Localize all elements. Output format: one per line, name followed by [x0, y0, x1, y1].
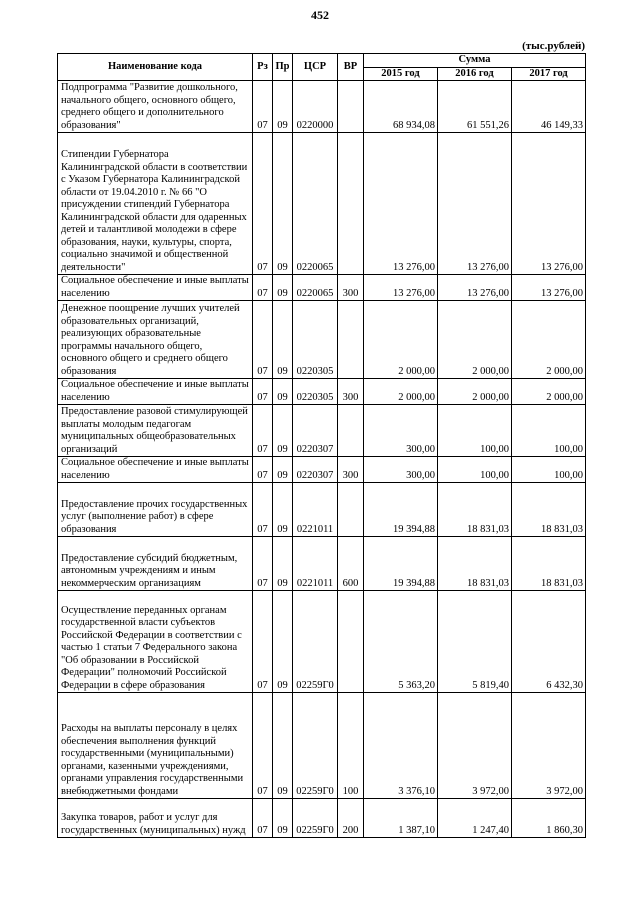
csr-cell: 0220305 — [293, 379, 338, 405]
header-vr: ВР — [338, 54, 364, 81]
table-row — [58, 81, 586, 133]
csr-cell: 02259Г0 — [293, 799, 338, 838]
vr-cell — [338, 301, 364, 379]
sum-2016-cell: 1 247,40 — [438, 799, 512, 838]
vr-cell — [338, 591, 364, 693]
name-cell: Предоставление разовой стимулирующей выплаты молодым педагогам муниципальных общеобразовательных организаций — [58, 405, 253, 457]
name-cell: Предоставление субсидий бюджетным, автономным учреждениям и иным некоммерческим организациям — [58, 537, 253, 591]
name-cell: Денежное поощрение лучших учителей образовательных организаций, реализующих образовательные программы начального общего, основного общего и среднего общего образования — [58, 301, 253, 379]
pr-cell: 09 — [273, 301, 293, 379]
units-label: (тыс.рублей) — [522, 40, 585, 52]
sum-2017-cell: 6 432,30 — [512, 591, 586, 693]
sum-2017-cell: 2 000,00 — [512, 301, 586, 379]
rz-cell: 07 — [253, 301, 273, 379]
name-cell: Социальное обеспечение и иные выплаты населению — [58, 275, 253, 301]
vr-cell: 200 — [338, 799, 364, 838]
table-row — [58, 457, 586, 483]
sum-2016-cell: 100,00 — [438, 405, 512, 457]
csr-cell: 0221011 — [293, 483, 338, 537]
sum-2017-cell: 2 000,00 — [512, 379, 586, 405]
pr-cell: 09 — [273, 693, 293, 799]
vr-cell: 300 — [338, 379, 364, 405]
sum-2015-cell: 300,00 — [364, 457, 438, 483]
sum-2016-cell: 100,00 — [438, 457, 512, 483]
vr-cell — [338, 133, 364, 275]
pr-cell: 09 — [273, 483, 293, 537]
header-2015: 2015 год — [364, 67, 438, 81]
pr-cell: 09 — [273, 379, 293, 405]
sum-2016-cell: 3 972,00 — [438, 693, 512, 799]
sum-2017-cell: 3 972,00 — [512, 693, 586, 799]
header-2017: 2017 год — [512, 67, 586, 81]
header-pr: Пр — [273, 54, 293, 81]
pr-cell: 09 — [273, 81, 293, 133]
rz-cell: 07 — [253, 405, 273, 457]
sum-2017-cell: 13 276,00 — [512, 133, 586, 275]
sum-2016-cell: 18 831,03 — [438, 483, 512, 537]
csr-cell: 0220065 — [293, 133, 338, 275]
csr-cell: 02259Г0 — [293, 591, 338, 693]
csr-cell: 0220305 — [293, 301, 338, 379]
csr-cell: 0221011 — [293, 537, 338, 591]
name-cell: Закупка товаров, работ и услуг для государственных (муниципальных) нужд — [58, 799, 253, 838]
sum-2017-cell: 46 149,33 — [512, 81, 586, 133]
rz-cell: 07 — [253, 81, 273, 133]
sum-2016-cell: 13 276,00 — [438, 275, 512, 301]
rz-cell: 07 — [253, 591, 273, 693]
sum-2015-cell: 13 276,00 — [364, 275, 438, 301]
sum-2017-cell: 100,00 — [512, 405, 586, 457]
sum-2015-cell: 300,00 — [364, 405, 438, 457]
sum-2015-cell: 68 934,08 — [364, 81, 438, 133]
budget-table — [57, 53, 586, 838]
rz-cell: 07 — [253, 457, 273, 483]
table-row — [58, 405, 586, 457]
sum-2016-cell: 13 276,00 — [438, 133, 512, 275]
name-cell: Подпрограмма "Развитие дошкольного, начального общего, основного общего, среднего общего и дополнительного образования" — [58, 81, 253, 133]
vr-cell — [338, 483, 364, 537]
table-row — [58, 591, 586, 693]
csr-cell: 0220065 — [293, 275, 338, 301]
rz-cell: 07 — [253, 483, 273, 537]
sum-2015-cell: 1 387,10 — [364, 799, 438, 838]
sum-2017-cell: 13 276,00 — [512, 275, 586, 301]
page-number: 452 — [311, 8, 329, 22]
name-cell: Предоставление прочих государственных услуг (выполнение работ) в сфере образования — [58, 483, 253, 537]
sum-2015-cell: 5 363,20 — [364, 591, 438, 693]
name-cell: Социальное обеспечение и иные выплаты населению — [58, 379, 253, 405]
vr-cell: 300 — [338, 275, 364, 301]
table-row — [58, 537, 586, 591]
table-row — [58, 379, 586, 405]
rz-cell: 07 — [253, 133, 273, 275]
name-cell: Расходы на выплаты персоналу в целях обеспечения выполнения функций государственными (муниципальными) органами, казенными учреждениями, органами управления государственными внебюджетными фондами — [58, 693, 253, 799]
rz-cell: 07 — [253, 275, 273, 301]
sum-2015-cell: 2 000,00 — [364, 301, 438, 379]
table-row — [58, 275, 586, 301]
name-cell: Стипендии Губернатора Калининградской области в соответствии с Указом Губернатора Калининградской области от 19.04.2010 г. № 66 "О присуждении стипендий Губернатора Калининградской области для одаренных детей и талантливой молодежи в сфере образования, науки, культуры, спорта, социально значимой и общественной деятельности" — [58, 133, 253, 275]
table-row — [58, 301, 586, 379]
vr-cell: 300 — [338, 457, 364, 483]
vr-cell — [338, 405, 364, 457]
csr-cell: 02259Г0 — [293, 693, 338, 799]
vr-cell: 100 — [338, 693, 364, 799]
rz-cell: 07 — [253, 537, 273, 591]
table-row — [58, 799, 586, 838]
sum-2015-cell: 2 000,00 — [364, 379, 438, 405]
pr-cell: 09 — [273, 133, 293, 275]
table-row — [58, 483, 586, 537]
sum-2017-cell: 1 860,30 — [512, 799, 586, 838]
table-row — [58, 133, 586, 275]
sum-2016-cell: 18 831,03 — [438, 537, 512, 591]
vr-cell — [338, 81, 364, 133]
pr-cell: 09 — [273, 537, 293, 591]
header-sum: Сумма — [364, 54, 586, 68]
pr-cell: 09 — [273, 275, 293, 301]
csr-cell: 0220000 — [293, 81, 338, 133]
pr-cell: 09 — [273, 405, 293, 457]
sum-2016-cell: 61 551,26 — [438, 81, 512, 133]
pr-cell: 09 — [273, 799, 293, 838]
pr-cell: 09 — [273, 457, 293, 483]
sum-2016-cell: 5 819,40 — [438, 591, 512, 693]
rz-cell: 07 — [253, 379, 273, 405]
name-cell: Осуществление переданных органам государственной власти субъектов Российской Федерации в соответствии с частью 1 статьи 7 Федерального закона "Об образовании в Российской Федерации" полномочий Российской Федерации в сфере образования — [58, 591, 253, 693]
rz-cell: 07 — [253, 693, 273, 799]
csr-cell: 0220307 — [293, 457, 338, 483]
header-name: Наименование кода — [58, 54, 253, 81]
csr-cell: 0220307 — [293, 405, 338, 457]
sum-2015-cell: 13 276,00 — [364, 133, 438, 275]
header-rz: Рз — [253, 54, 273, 81]
sum-2015-cell: 3 376,10 — [364, 693, 438, 799]
sum-2016-cell: 2 000,00 — [438, 301, 512, 379]
sum-2017-cell: 18 831,03 — [512, 483, 586, 537]
name-cell: Социальное обеспечение и иные выплаты населению — [58, 457, 253, 483]
header-csr: ЦСР — [293, 54, 338, 81]
pr-cell: 09 — [273, 591, 293, 693]
header-2016: 2016 год — [438, 67, 512, 81]
sum-2016-cell: 2 000,00 — [438, 379, 512, 405]
sum-2017-cell: 18 831,03 — [512, 537, 586, 591]
sum-2015-cell: 19 394,88 — [364, 483, 438, 537]
rz-cell: 07 — [253, 799, 273, 838]
sum-2017-cell: 100,00 — [512, 457, 586, 483]
vr-cell: 600 — [338, 537, 364, 591]
table-row — [58, 693, 586, 799]
sum-2015-cell: 19 394,88 — [364, 537, 438, 591]
